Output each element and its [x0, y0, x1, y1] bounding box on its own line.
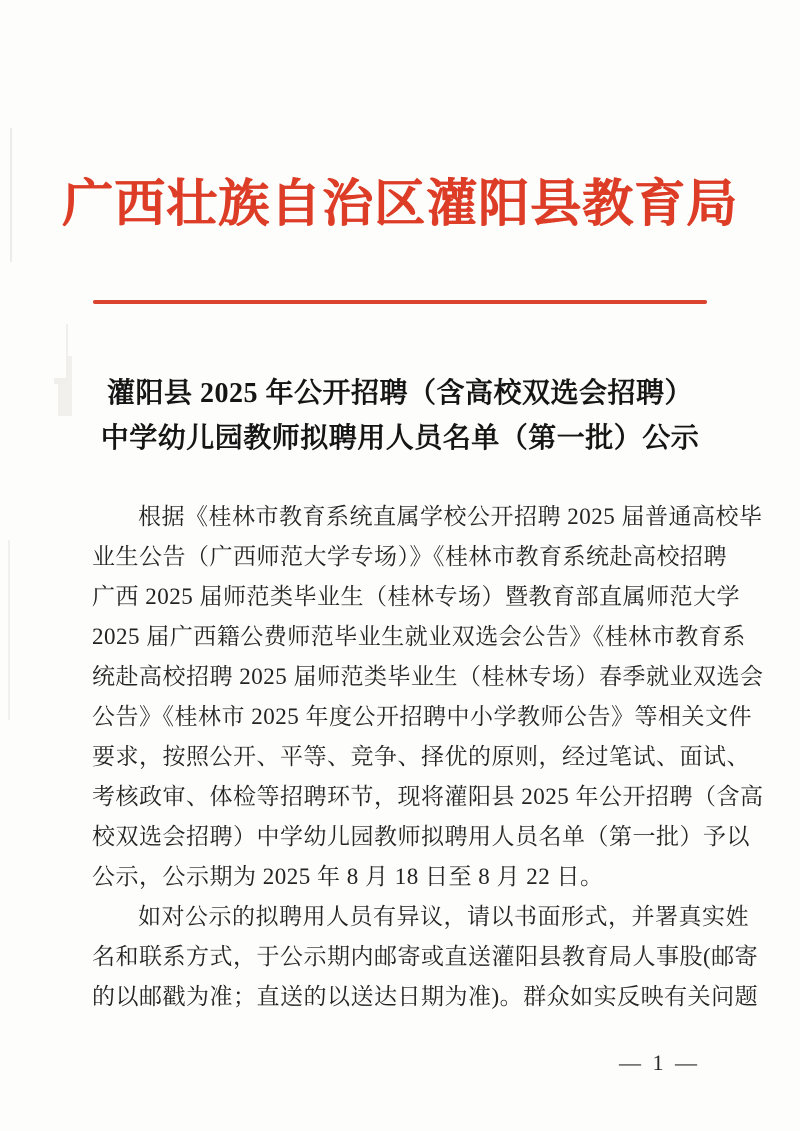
agency-masthead: 广西壮族自治区灌阳县教育局 — [61, 177, 738, 233]
body-line: 公告》《桂林市 2025 年度公开招聘中小学教师公告》等相关文件 — [92, 704, 752, 729]
body-line: 要求，按照公开、平等、竞争、择优的原则，经过笔试、面试、 — [92, 744, 750, 769]
body-line: 根据《桂林市教育系统直属学校公开招聘 2025 届普通高校毕 — [138, 504, 763, 529]
document-body — [92, 497, 764, 1017]
body-line: 如对公示的拟聘用人员有异议，请以书面形式，并署真实姓 — [138, 904, 749, 929]
body-line: 校双选会招聘）中学幼儿园教师拟聘用人员名单（第一批）予以 — [92, 824, 750, 849]
scan-artifact-speck — [52, 318, 66, 378]
document-title — [0, 371, 800, 461]
scan-artifact-line — [8, 540, 10, 720]
body-line: 广西 2025 届师范类毕业生（桂林专场）暨教育部直属师范大学 — [92, 584, 740, 609]
body-line: 的以邮戳为准；直送的以送达日期为准)。群众如实反映有关问题 — [92, 984, 759, 1009]
body-line: 名和联系方式，于公示期内邮寄或直送灌阳县教育局人事股(邮寄 — [92, 944, 759, 969]
body-line: 2025 届广西籍公费师范毕业生就业双选会公告》《桂林市教育系 — [92, 624, 746, 649]
body-line: 业生公告（广西师范大学专场）》《桂林市教育系统赴高校招聘 — [92, 544, 727, 569]
page-number: — 1 — — [619, 1050, 700, 1075]
body-line: 公示，公示期为 2025 年 8 月 18 日至 8 月 22 日。 — [92, 864, 604, 889]
masthead-divider-line — [93, 300, 707, 304]
document-title-line1: 灌阳县 2025 年公开招聘（含高校双选会招聘） — [106, 378, 693, 409]
document-title-line2: 中学幼儿园教师拟聘用人员名单（第一批）公示 — [100, 423, 700, 454]
body-line: 统赴高校招聘 2025 届师范类毕业生（桂林专场）春季就业双选会 — [92, 664, 764, 689]
body-line: 考核政审、体检等招聘环节，现将灌阳县 2025 年公开招聘（含高 — [92, 784, 764, 809]
